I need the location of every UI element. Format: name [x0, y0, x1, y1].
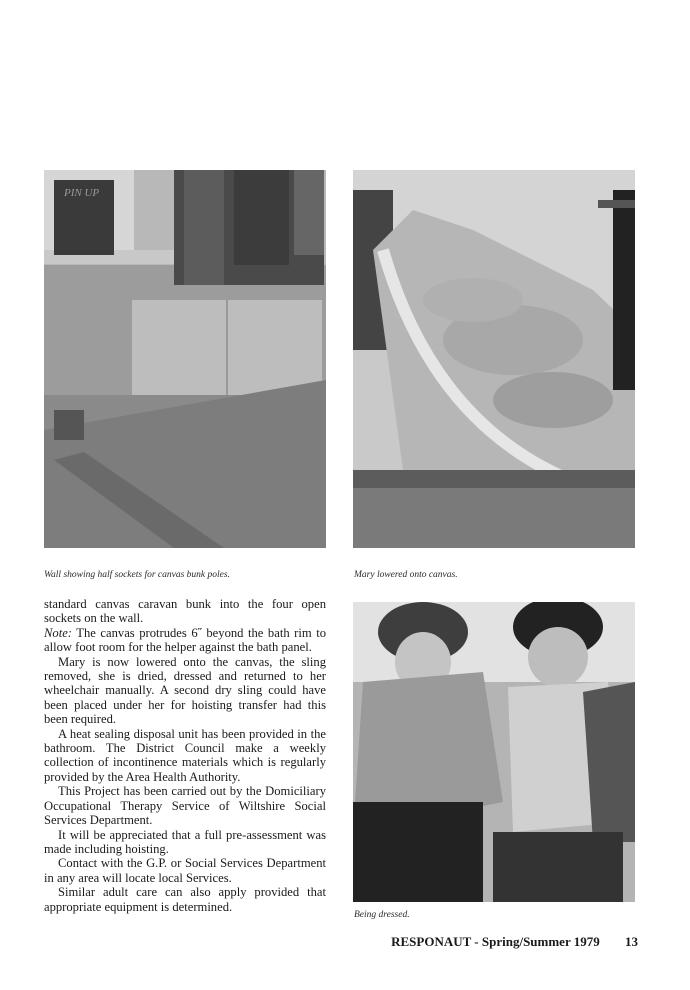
paragraph: standard canvas caravan bunk into the four open sockets on the wall.	[44, 597, 326, 626]
note-paragraph	[44, 626, 326, 655]
figure-caption: Being dressed.	[354, 910, 410, 920]
photo-being-dressed	[353, 602, 635, 902]
page-number: 13	[625, 934, 638, 949]
photo-mary-sling	[353, 170, 635, 548]
poster-text: PIN UP	[64, 187, 100, 199]
wall-sockets-image	[44, 170, 326, 548]
paragraph: It will be appreciated that a full pre-assessment was made including hoisting.	[44, 827, 326, 856]
figure-caption: Mary lowered onto canvas.	[354, 570, 458, 580]
paragraph: Mary is now lowered onto the canvas, the sling removed, she is dried, dressed and returned to her wheelchair manually. A second dry sling could have been placed under her for hoisting transfer had this been required.	[44, 654, 326, 727]
paragraph: Contact with the G.P. or Social Services Department in any area will locate local Services.	[44, 856, 326, 885]
page-footer	[391, 934, 638, 950]
figure-caption: Wall showing half sockets for canvas bunk poles.	[44, 570, 230, 580]
note-text: The canvas protrudes 6˝ beyond the bath rim to allow foot room for the helper against the bath panel.	[44, 625, 326, 655]
paragraph: Similar adult care can also apply provided that appropriate equipment is determined.	[44, 885, 326, 914]
mary-sling-image	[353, 170, 635, 548]
being-dressed-image	[353, 602, 635, 902]
photo-wall-sockets	[44, 170, 326, 548]
publication-name: RESPONAUT - Spring/Summer 1979	[391, 934, 600, 949]
paragraph: A heat sealing disposal unit has been provided in the bathroom. The District Council make a weekly collection of incontinence materials which is regularly provided by the Area Health Authority.	[44, 726, 326, 784]
article-body	[44, 597, 326, 914]
paragraph: This Project has been carried out by the Domiciliary Occupational Therapy Service of Wiltshire Social Services Department.	[44, 784, 326, 828]
note-label: Note:	[44, 625, 72, 640]
